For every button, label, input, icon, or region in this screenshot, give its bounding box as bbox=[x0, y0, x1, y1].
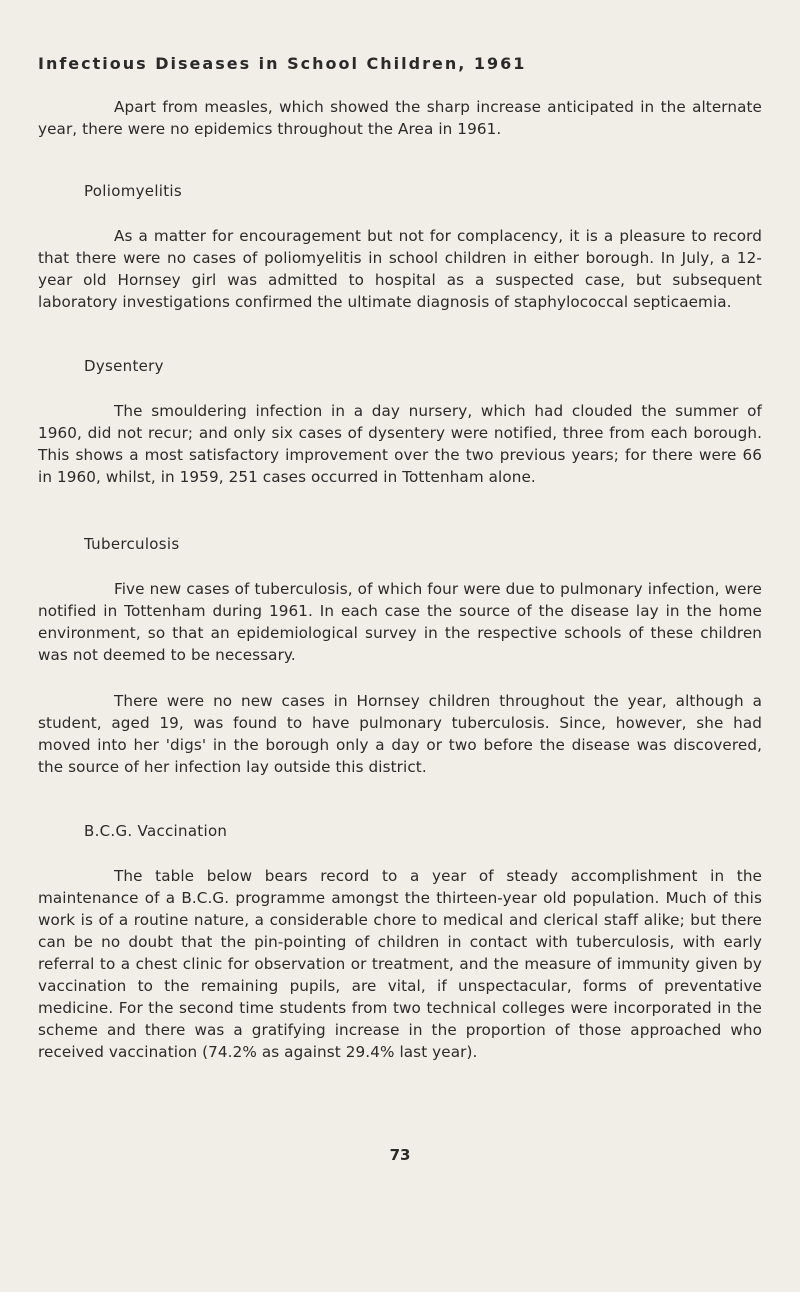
tuberculosis-paragraph-1: Five new cases of tuberculosis, of which four were due to pulmonary infection, were notified in Tottenham during 1961. In each case the source of the disease lay in the home environment, so that an epidemiological survey in the respective schools of these children was not deemed to be necessary. bbox=[38, 580, 762, 664]
section-heading-dysentery: Dysentery bbox=[84, 357, 164, 375]
section-heading-bcg-vaccination: B.C.G. Vaccination bbox=[84, 822, 228, 840]
page-number: 73 bbox=[389, 1146, 411, 1164]
bcg-vaccination-paragraph: The table below bears record to a year of steady accomplishment in the maintenance of a B.C.G. programme amongst the thirteen-year old population. Much of this work is of a routine nature, a considerable chore to medical and clerical staff alike; but there can be no doubt that the pin-pointing of children in contact with tuberculosis, with early referral to a chest clinic for observation or treatment, and the measure of immunity given by vaccination to the remaining pupils, are vital, if unspectacular, forms of preventative medicine. For the second time students from two technical colleges were incorporated in the scheme and there was a gratifying increase in the proportion of those approached who received vaccination (74.2% as against 29.4% last year). bbox=[38, 867, 762, 1061]
section-heading-poliomyelitis: Poliomyelitis bbox=[84, 182, 183, 200]
intro-paragraph: Apart from measles, which showed the sharp increase anticipated in the alternate year, there were no epidemics throughout the Area in 1961. bbox=[38, 98, 762, 138]
dysentery-paragraph: The smouldering infection in a day nursery, which had clouded the summer of 1960, did not recur; and only six cases of dysentery were notified, three from each borough. This shows a most satisfactory improvement over the two previous years; for there were 66 in 1960, whilst, in 1959, 251 cases occurred in Tottenham alone. bbox=[38, 402, 762, 486]
document-page bbox=[38, 52, 762, 1063]
poliomyelitis-paragraph: As a matter for encouragement but not for complacency, it is a pleasure to record that there were no cases of poliomyelitis in school children in either borough. In July, a 12-year old Hornsey girl was admitted to hospital as a suspected case, but subsequent laboratory investigations confirmed the ultimate diagnosis of staphylococcal septicaemia. bbox=[38, 227, 762, 311]
document-title: Infectious Diseases in School Children, 1961 bbox=[38, 54, 527, 73]
tuberculosis-paragraph-2: There were no new cases in Hornsey children throughout the year, although a student, aged 19, was found to have pulmonary tuberculosis. Since, however, she had moved into her 'digs' in the borough only a day or two before the disease was discovered, the source of her infection lay outside this district. bbox=[38, 692, 762, 776]
section-heading-tuberculosis: Tuberculosis bbox=[84, 535, 180, 553]
